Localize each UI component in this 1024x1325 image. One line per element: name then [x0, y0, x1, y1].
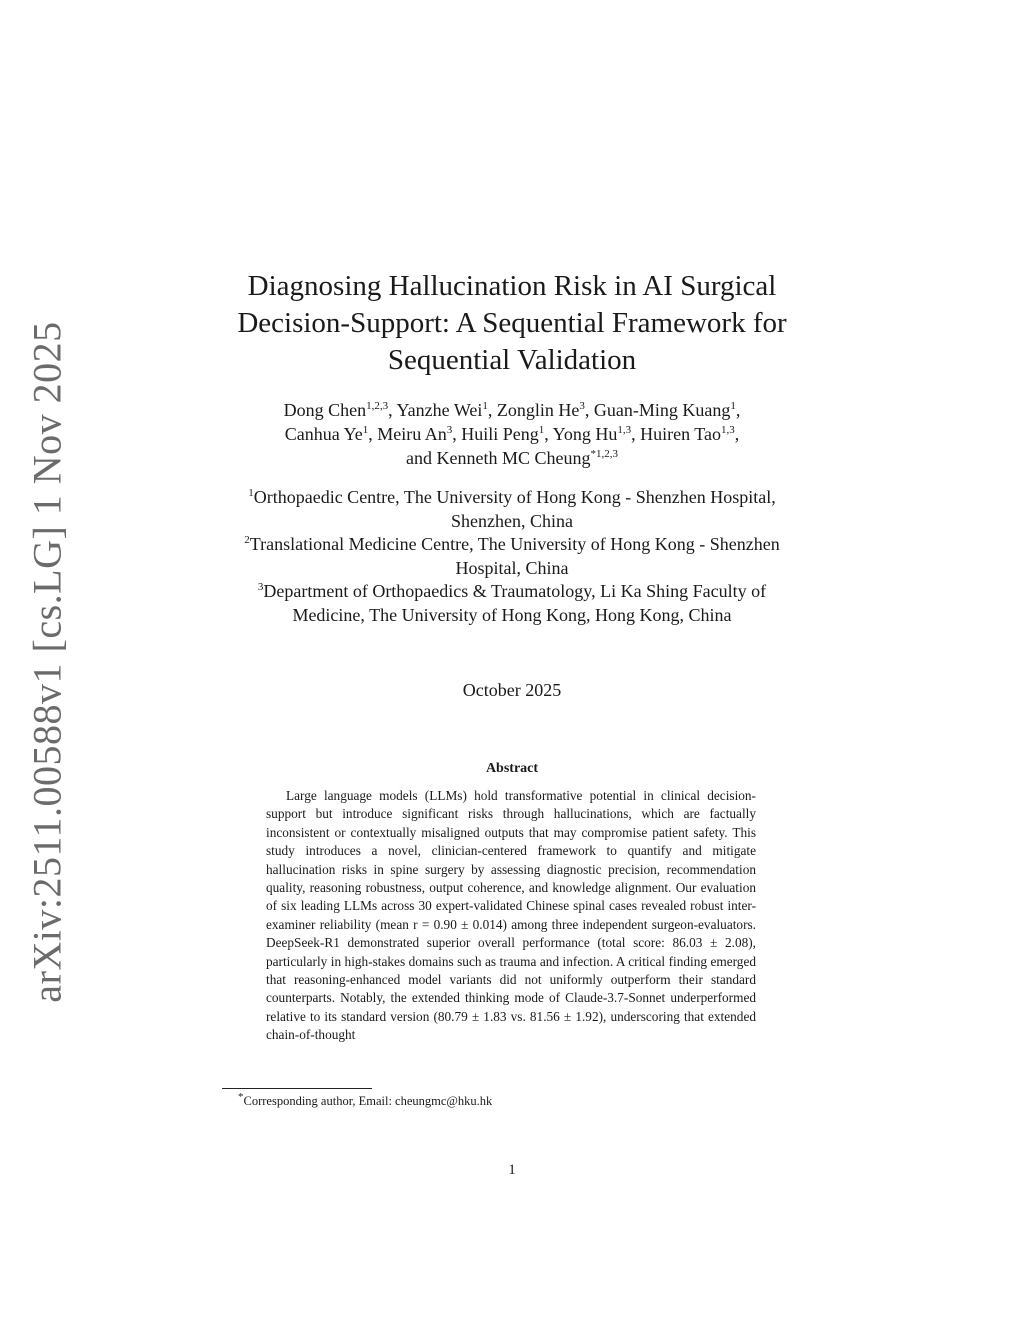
author-affiliation-mark: 1 [730, 400, 736, 412]
author-name: Zonglin He [496, 400, 580, 420]
author-affiliation-mark: 1,3 [617, 424, 632, 436]
author-name: Meiru An [377, 424, 447, 444]
author-name: Huiren Tao [640, 424, 721, 444]
author-name: Dong Chen [283, 400, 367, 420]
author-affiliation-mark: 1 [362, 424, 369, 436]
page-number: 1 [508, 1162, 516, 1178]
author-name: Yanzhe Wei [396, 400, 483, 420]
affiliation-mark: 1 [248, 487, 254, 499]
author-affiliation-mark: 1 [538, 424, 545, 436]
arxiv-identifier: arXiv:2511.00588v1 [cs.LG] 1 Nov 2025 [24, 321, 70, 1003]
title-line: Decision-Support: A Sequential Framework for [237, 307, 787, 339]
footnote-text: Corresponding author, Email: cheungmc@hku.hk [243, 1094, 493, 1108]
author-affiliation-mark: 1,3 [720, 424, 735, 436]
affiliation-list [0, 486, 1024, 627]
affiliation [232, 486, 792, 533]
author-affiliation-mark: 1 [482, 400, 488, 412]
author-affiliation-mark: *1,2,3 [590, 448, 618, 460]
author-name: Yong Hu [552, 424, 618, 444]
author-line [0, 446, 1024, 470]
affiliation-text: Department of Orthopaedics & Traumatology, Li Ka Shing Faculty of Medicine, The University of Hong Kong, Hong Kong, China [263, 581, 767, 625]
abstract-heading: Abstract [485, 761, 539, 776]
author-affiliation-mark: 3 [446, 424, 453, 436]
author-name: Huili Peng [461, 424, 539, 444]
abstract-text: Large language models (LLMs) hold transformative potential in clinical decision-support but introduce significant risks through hallucinations, which are factually inconsistent or contextually misaligned outputs that may compromise patient safety. This study introduces a novel, clinician-centered framework to quantify and mitigate hallucination risks in spine surgery by assessing diagnostic precision, recommendation quality, reasoning robustness, output coherence, and knowledge alignment. Our evaluation of six leading LLMs across 30 expert-validated Chinese spinal cases revealed robust inter-examiner reliability (mean r = 0.90 ± 0.014) among three independent surgeon-evaluators. DeepSeek-R1 demonstrated superior overall performance (total score: 86.03 ± 2.08), particularly in high-stakes domains such as trauma and infection. A critical finding emerged that reasoning-enhanced model variants did not uniformly outperform their standard counterparts. Notably, the extended thinking mode of Claude-3.7-Sonnet underperformed relative to its standard version (80.79 ± 1.83 vs. 81.56 ± 1.92), underscoring that extended chain-of-thought [266, 788, 756, 1043]
affiliation [232, 533, 792, 580]
author-name: Guan-Ming Kuang [593, 400, 731, 420]
footnote-divider [222, 1088, 372, 1089]
affiliation [232, 580, 792, 627]
affiliation-text: Translational Medicine Centre, The University of Hong Kong - Shenzhen Hospital, China [249, 534, 780, 578]
publication-date: October 2025 [462, 680, 562, 700]
author-connector: and [406, 448, 432, 468]
title-line: Diagnosing Hallucination Risk in AI Surgical [247, 270, 777, 302]
footnote [238, 1090, 493, 1109]
paper-title [0, 268, 1024, 379]
title-line: Sequential Validation [387, 344, 637, 376]
author-line: Dong Chen$^{1,2,3}$, Yanzhe Wei$^1$, Zonglin He$^3$, Guan-Ming Kuang$^1$, [283, 400, 741, 420]
footnote-mark: * [238, 1090, 244, 1103]
affiliation-text: Orthopaedic Centre, The University of Hong Kong - Shenzhen Hospital, Shenzhen, China [253, 487, 776, 531]
author-name: Kenneth MC Cheung [436, 448, 591, 468]
affiliation-mark: 3 [257, 581, 264, 593]
author-affiliation-mark: 1,2,3 [366, 400, 389, 412]
affiliation-mark: 2 [244, 534, 250, 546]
author-affiliation-mark: 3 [579, 400, 585, 412]
author-line: Canhua Ye$^1$, Meiru An$^3$, Huili Peng$^1$, Yong Hu$^{1,3}$, Huiren Tao$^{1,3}$, [284, 424, 740, 444]
author-list [0, 398, 1024, 470]
author-name: Canhua Ye [284, 424, 363, 444]
